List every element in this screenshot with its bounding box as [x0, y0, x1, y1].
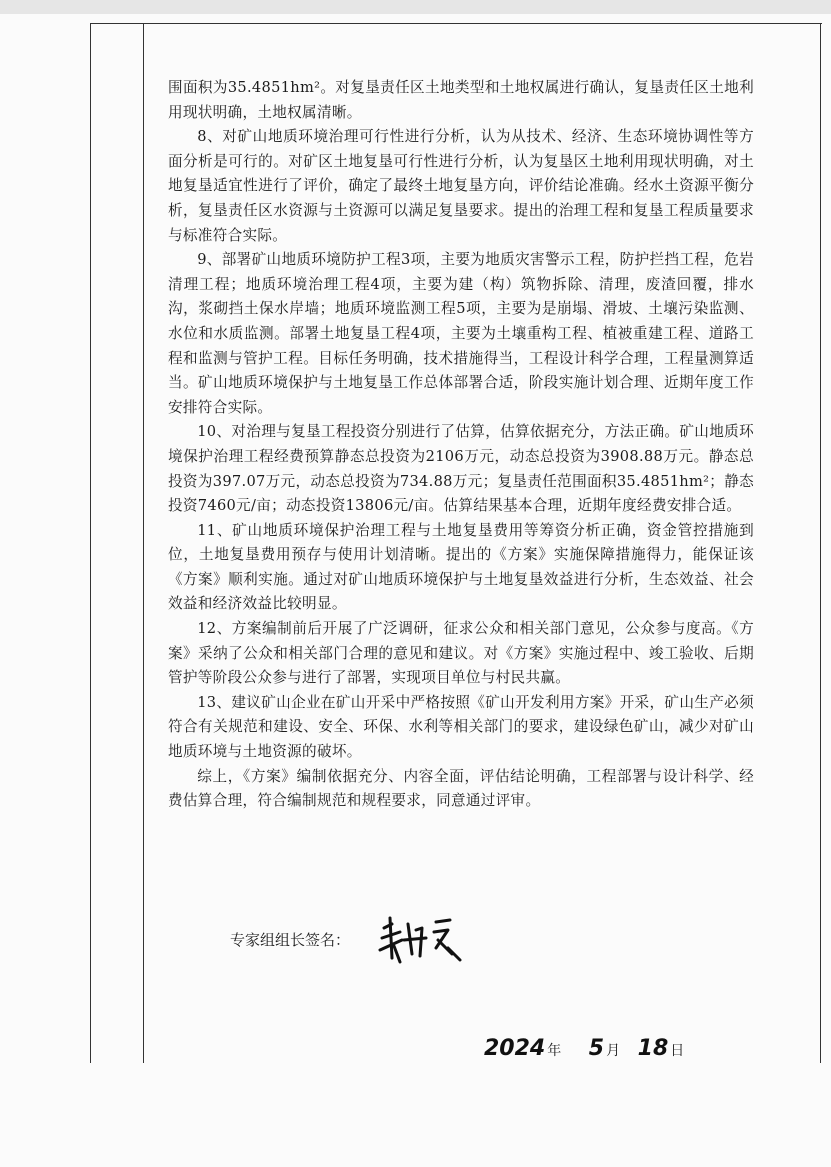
- handwritten-signature: [378, 910, 478, 970]
- paragraph-item-8: 8、对矿山地质环境治理可行性进行分析，认为从技术、经济、生态环境协调性等方面分析是可行的。对矿区土地复垦可行性进行分析，认为复垦区土地利用现状明确，对土地复垦适宜性进行了评价，确定了最终土地复垦方向，评价结论准确。经水土资源平衡分析，复垦责任区水资源与土资源可以满足复垦要求。提出的治理工程和复垦工程质量要求与标准符合实际。: [168, 128, 754, 244]
- review-opinion-text: [168, 76, 754, 814]
- date-day: 18: [637, 1036, 669, 1061]
- date-month-label: 月: [606, 1043, 621, 1059]
- table-column-divider: [143, 23, 144, 1063]
- date-year-label: 年: [547, 1043, 562, 1059]
- date-month: 5: [588, 1036, 605, 1061]
- paragraph-item-12: 12、方案编制前后开展了广泛调研，征求公众和相关部门意见，公众参与度高。《方案》采纳了公众和相关部门合理的意见和建议。对《方案》实施过程中、竣工验收、后期管护等阶段公众参与进行了部署，实现项目单位与村民共赢。: [168, 620, 754, 687]
- table-border-right: [820, 23, 821, 1063]
- scan-top-edge: [0, 0, 831, 14]
- signature-label: 专家组组长签名：: [230, 931, 351, 949]
- paragraph-item-9: 9、部署矿山地质环境防护工程3项，主要为地质灾害警示工程，防护拦挡工程，危岩清理工程；地质环境治理工程4项，主要为建（构）筑物拆除、清理，废渣回覆，排水沟，浆砌挡土保水岸墙；地质环境监测工程5项，主要为是崩塌、滑坡、土壤污染监测、水位和水质监测。部署土地复垦工程4项，主要为土壤重构工程、植被重建工程、道路工程和监测与管护工程。目标任务明确，技术措施得当，工程设计科学合理，工程量测算适当。矿山地质环境保护与土地复垦工作总体部署合适，阶段实施计划合理、近期年度工作安排符合实际。: [168, 251, 754, 416]
- signature-date: [484, 1036, 688, 1061]
- date-year: 2024: [484, 1036, 546, 1061]
- paragraph-item-11: 11、矿山地质环境保护治理工程与土地复垦费用等筹资分析正确，资金管控措施到位，土地复垦费用预存与使用计划清晰。提出的《方案》实施保障措施得力，能保证该《方案》顺利实施。通过对矿山地质环境保护与土地复垦效益进行分析，生态效益、社会效益和经济效益比较明显。: [168, 521, 754, 613]
- paragraph-conclusion: 综上，《方案》编制依据充分、内容全面，评估结论明确，工程部署与设计科学、经费估算合理，符合编制规范和规程要求，同意通过评审。: [168, 767, 754, 810]
- date-day-label: 日: [670, 1043, 685, 1059]
- paragraph-item-10: 10、对治理与复垦工程投资分别进行了估算，估算依据充分，方法正确。矿山地质环境保护治理工程经费预算静态总投资为2106万元，动态总投资为3908.88万元。静态总投资为397.07万元，动态总投资为734.88万元；复垦责任范围面积35.4851hm²；静态投资7460元/亩；动态投资13806元/亩。估算结果基本合理，近期年度经费安排合适。: [168, 423, 754, 515]
- table-border-left: [90, 23, 91, 1063]
- table-border-top: [90, 23, 822, 24]
- paragraph-item-13: 13、建议矿山企业在矿山开采中严格按照《矿山开发利用方案》开采，矿山生产必须符合有关规范和建设、安全、环保、水利等相关部门的要求，建设绿色矿山，减少对矿山地质环境与土地资源的破坏。: [168, 693, 754, 761]
- paragraph-area-continued: 围面积为35.4851hm²。对复垦责任区土地类型和土地权属进行确认，复垦责任区土地利用现状明确，土地权属清晰。: [168, 79, 754, 121]
